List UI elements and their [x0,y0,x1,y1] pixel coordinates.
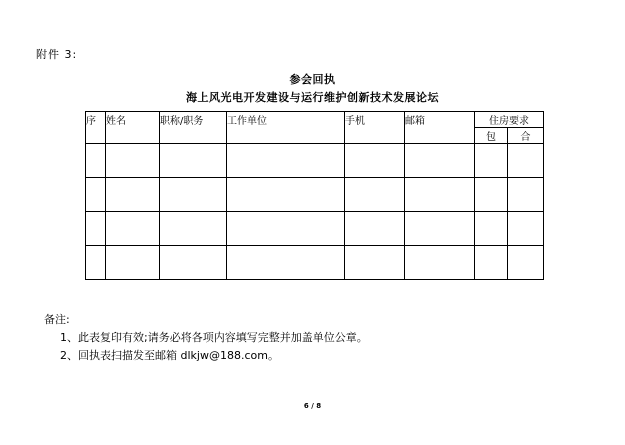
col-header-lodging: 住房要求 [475,112,544,128]
notes-section [44,311,368,365]
cell-name[interactable] [106,144,160,178]
col-header-name: 姓名 [106,112,160,144]
attachment-label: 附件 3: [36,48,78,61]
cell-title[interactable] [160,246,227,280]
cell-lodging-shared[interactable] [508,212,544,246]
col-header-employer: 工作单位 [227,112,345,144]
cell-lodging-single[interactable] [475,178,508,212]
cell-email[interactable] [405,178,475,212]
cell-employer[interactable] [227,246,345,280]
forum-title: 海上风光电开发建设与运行维护创新技术发展论坛 [186,91,439,104]
cell-title[interactable] [160,144,227,178]
note-item: 1、此表复印有效;请务必将各项内容填写完整并加盖单位公章。 [60,331,368,344]
col-header-email: 邮箱 [405,112,475,144]
cell-phone[interactable] [345,144,405,178]
note-item: 2、回执表扫描发至邮箱 dlkjw@188.com。 [60,349,279,362]
cell-lodging-single[interactable] [475,246,508,280]
cell-employer[interactable] [227,144,345,178]
cell-employer[interactable] [227,178,345,212]
cell-phone[interactable] [345,246,405,280]
cell-employer[interactable] [227,212,345,246]
col-header-lodging-single: 包 [475,128,508,144]
cell-seq[interactable] [86,246,106,280]
registration-form-table [85,111,544,280]
table-row [86,246,544,280]
cell-seq[interactable] [86,178,106,212]
cell-title[interactable] [160,212,227,246]
page-title: 参会回执 [289,73,336,86]
cell-seq[interactable] [86,144,106,178]
cell-seq[interactable] [86,212,106,246]
cell-phone[interactable] [345,178,405,212]
page-number: 6 / 8 [303,402,322,410]
col-header-lodging-shared: 合 [508,128,544,144]
cell-lodging-single[interactable] [475,212,508,246]
cell-email[interactable] [405,144,475,178]
cell-lodging-shared[interactable] [508,246,544,280]
table-row [86,178,544,212]
cell-lodging-shared[interactable] [508,144,544,178]
col-header-title: 职称/职务 [160,112,227,144]
cell-lodging-single[interactable] [475,144,508,178]
cell-email[interactable] [405,212,475,246]
notes-label: 备注: [44,313,70,326]
cell-name[interactable] [106,246,160,280]
cell-name[interactable] [106,178,160,212]
table-row [86,144,544,178]
cell-name[interactable] [106,212,160,246]
cell-email[interactable] [405,246,475,280]
table-row [86,212,544,246]
cell-title[interactable] [160,178,227,212]
col-header-seq: 序 [86,112,106,144]
cell-lodging-shared[interactable] [508,178,544,212]
col-header-phone: 手机 [345,112,405,144]
cell-phone[interactable] [345,212,405,246]
